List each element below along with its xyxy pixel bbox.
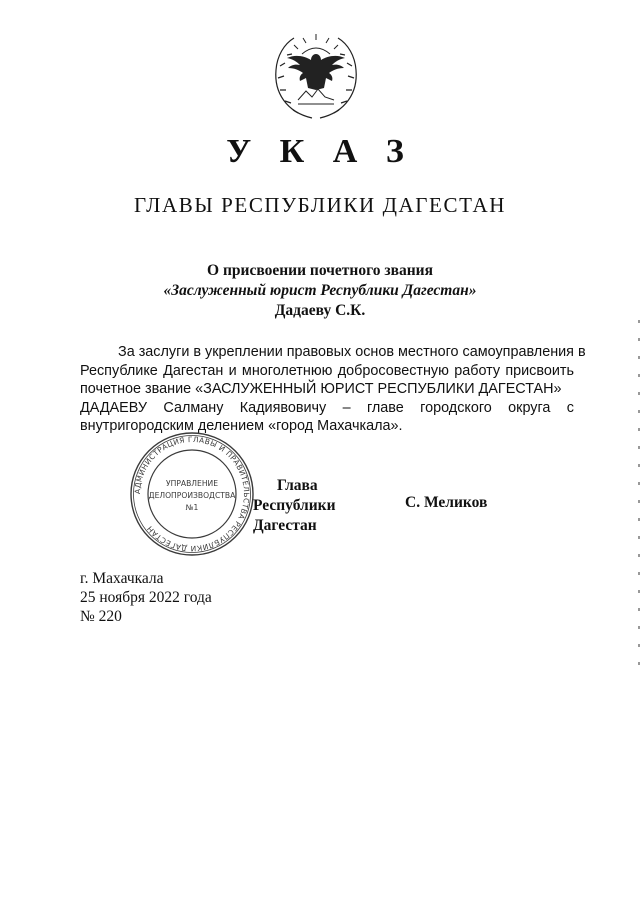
signatory-position-line: Глава bbox=[277, 477, 318, 494]
stamp-center-line: №1 bbox=[185, 503, 199, 512]
decree-footer bbox=[80, 569, 212, 626]
document-title: У К А З bbox=[226, 133, 414, 170]
mountains bbox=[298, 89, 334, 100]
signatory-position bbox=[253, 476, 383, 536]
issue-city: г. Махачкала bbox=[80, 570, 164, 587]
signatory-name: С. Меликов bbox=[405, 494, 488, 511]
signatory-position-line: Республики Дагестан bbox=[253, 497, 336, 534]
stamp-center-line: ДЕЛОПРОИЗВОДСТВА bbox=[148, 491, 236, 500]
heading-line-title: «Заслуженный юрист Республики Дагестан» bbox=[163, 282, 477, 299]
body-line: ДАДАЕВУ Салману Кадиявовичу – главе городского округа с bbox=[80, 399, 574, 416]
body-line: внутригородским делением «город Махачкала». bbox=[80, 418, 403, 435]
decree-heading bbox=[0, 261, 640, 321]
decree-number: № 220 bbox=[80, 608, 122, 625]
stamp-ring-text: АДМИНИСТРАЦИЯ ГЛАВЫ И ПРАВИТЕЛЬСТВА РЕСПУБЛИКИ ДАГЕСТАН bbox=[132, 434, 252, 554]
office-stamp bbox=[129, 431, 255, 557]
body-line: Республике Дагестан и многолетнюю добросовестную работу присвоить bbox=[80, 362, 574, 379]
document-issuer: ГЛАВЫ РЕСПУБЛИКИ ДАГЕСТАН bbox=[133, 193, 507, 217]
body-line: почетное звание «ЗАСЛУЖЕННЫЙ ЮРИСТ РЕСПУБЛИКИ ДАГЕСТАН» bbox=[80, 381, 562, 398]
sun-rays bbox=[294, 34, 338, 49]
heading-line-recipient: Дадаеву С.К. bbox=[274, 302, 366, 319]
heading-line-subject: О присвоении почетного звания bbox=[207, 262, 433, 279]
stamp-center-line: УПРАВЛЕНИЕ bbox=[165, 479, 219, 488]
issue-date: 25 ноября 2022 года bbox=[80, 589, 212, 606]
body-line: За заслуги в укреплении правовых основ местного самоуправления в bbox=[118, 344, 586, 360]
coat-of-arms-emblem bbox=[268, 28, 364, 124]
decree-body bbox=[80, 343, 586, 436]
eagle bbox=[287, 54, 345, 90]
